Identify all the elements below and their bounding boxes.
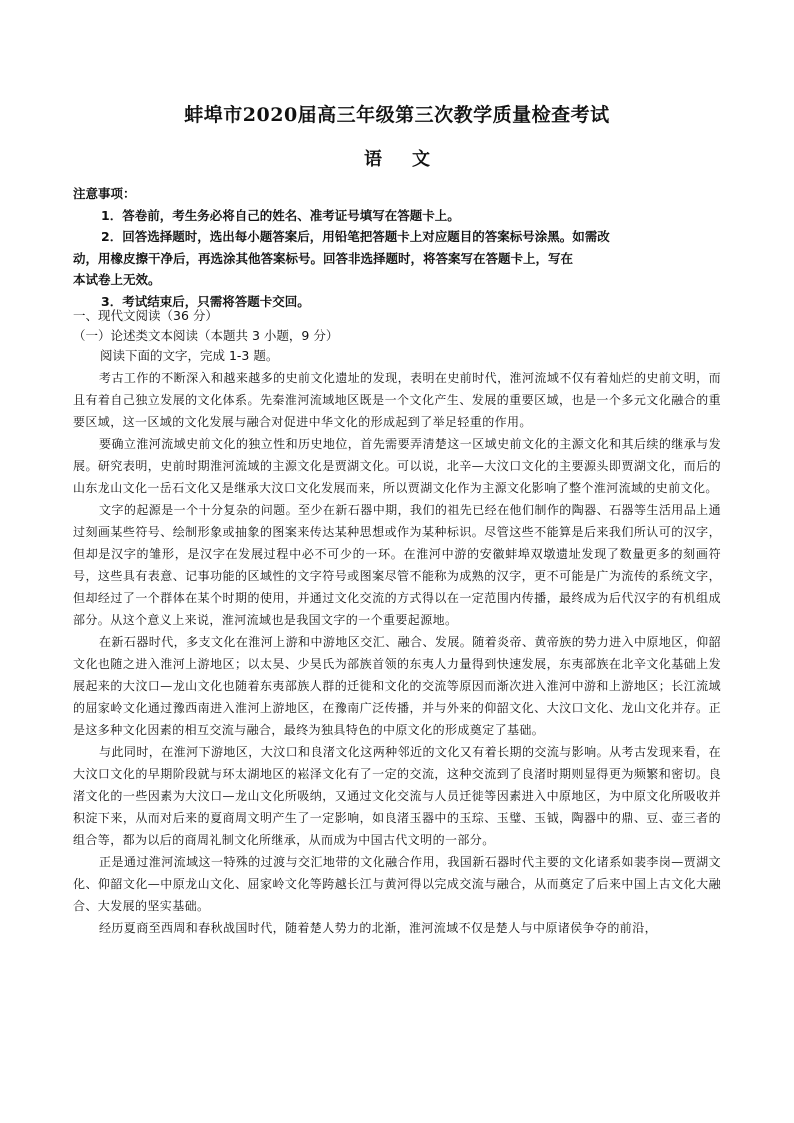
notice-item-3: 3．考试结束后，只需将答题卡交回。 (101, 293, 310, 309)
reading-passage (73, 367, 721, 939)
passage-paragraph-1: 考古工作的不断深入和越来越多的史前文化遗址的发现，表明在史前时代，淮河流域不仅有着灿烂的史前文明，而且有着自己独立发展的文化体系。先秦淮河流域地区既是一个文化产生、发展的重要区域，也是一个多元文化融合的重要区域，这一区域的文化发展与融合对促进中华文化的形成起到了举足轻重的作用。 (73, 371, 721, 429)
passage-paragraph-2: 要确立淮河流域史前文化的独立性和历史地位，首先需要弄清楚这一区域史前文化的主源文化和其后续的继承与发展。研究表明，史前时期淮河流域的主源文化是贾湖文化。可以说，北辛—大汶口文化的主要源头即贾湖文化，而后的山东龙山文化一岳石文化又是继承大汶口文化发展而来，所以贾湖文化作为主源文化影响了整个淮河流域的史前文化。 (73, 437, 721, 495)
passage-paragraph-6: 正是通过淮河流域这一特殊的过渡与交汇地带的文化融合作用，我国新石器时代主要的文化诸系如裴李岗—贾湖文化、仰韶文化—中原龙山文化、屈家岭文化等跨越长江与黄河得以完成交流与融合，从而奠定了后来中国上古文化大融合、大发展的坚实基础。 (73, 855, 721, 913)
exam-title: 蚌埠市2020届高三年级第三次教学质量检查考试 (184, 104, 610, 126)
section-header (73, 306, 723, 366)
notice-item-1: 1．答卷前，考生务必将自己的姓名、准考证号填写在答题卡上。 (101, 207, 460, 223)
subsection-heading: （一）论述类文本阅读（本题共 3 小题，9 分） (73, 328, 339, 343)
notice-heading: 注意事项： (73, 186, 136, 201)
notice-item-2-line-1: 2．回答选择题时，选出每小题答案后，用铅笔把答题卡上对应题目的答案标号涂黑。如需改 (101, 229, 610, 244)
reading-instruction: 阅读下面的文字，完成 1-3 题。 (100, 348, 279, 363)
passage-paragraph-3: 文字的起源是一个十分复杂的问题。至少在新石器中期，我们的祖先已经在他们制作的陶器、石器等生活用品上通过刻画某些符号、绘制形象或抽象的图案来传达某种思想或作为某种标识。尽管这些不能算是后来我们所认可的汉字，但却是汉字的雏形，是汉字在发展过程中必不可少的一环。在淮河中游的安徽蚌埠双墩遗址发现了数量更多的刻画符号，这些具有表意、记事功能的区域性的文字符号或图案尽管不能称为成熟的汉字，更不可能是广为流传的系统文字，但却经过了一个群体在某个时期的使用，并通过文化交流的方式得以在一定范围内传播，最终成为后代汉字的有机组成部分。从这个意义上来说，淮河流域也是我国文字的一个重要起源地。 (73, 503, 721, 627)
passage-paragraph-5: 与此同时，在淮河下游地区，大汶口和良渚文化这两种邻近的文化又有着长期的交流与影响。从考古发现来看，在大汶口文化的早期阶段就与环太湖地区的崧泽文化有了一定的交流，这种交流到了良渚时期则显得更为频繁和密切。良渚文化的一些因素为大汶口—龙山文化所吸纳，又通过文化交流与人员迁徙等因素进入中原地区，为中原文化所吸收并积淀下来，从而对后来的夏商周文明产生了一定影响，如良渚玉器中的玉琮、玉璧、玉钺，陶器中的鼎、豆、壶三者的组合等，都为以后的商周礼制文化所继承，从而成为中国古代文明的一部分。 (73, 745, 721, 847)
passage-paragraph-4: 在新石器时代，多支文化在淮河上游和中游地区交汇、融合、发展。随着炎帝、黄帝族的势力进入中原地区，仰韶文化也随之进入淮河上游地区；以太昊、少昊氏为部族首领的东夷人力量得到快速发展，东夷部族在北辛文化基础上发展起来的大汶口—龙山文化也随着东夷部族人群的迁徙和文化的交流等原因而渐次进入淮河中游和上游地区；长江流域的屈家岭文化通过豫西南进入淮河上游地区，在豫南广泛传播，并与外来的仰韶文化、大汶口文化、龙山文化并存。正是这多种文化因素的相互交流与融合，最终为独具特色的中原文化的形成奠定了基础。 (73, 635, 721, 737)
notice-block (73, 183, 723, 312)
passage-paragraph-7: 经历夏商至西周和春秋战国时代，随着楚人势力的北渐，淮河流域不仅是楚人与中原诸侯争夺的前沿， (99, 921, 658, 935)
part-heading: 一、现代文阅读（36 分） (73, 308, 218, 323)
notice-item-2-line-3: 本试卷上无效。 (73, 272, 161, 287)
subject-title: 语文 (364, 149, 460, 170)
notice-item-2-line-2: 动，用橡皮擦干净后，再选涂其他答案标号。回答非选择题时，将答案写在答题卡上，写在 (73, 250, 574, 266)
